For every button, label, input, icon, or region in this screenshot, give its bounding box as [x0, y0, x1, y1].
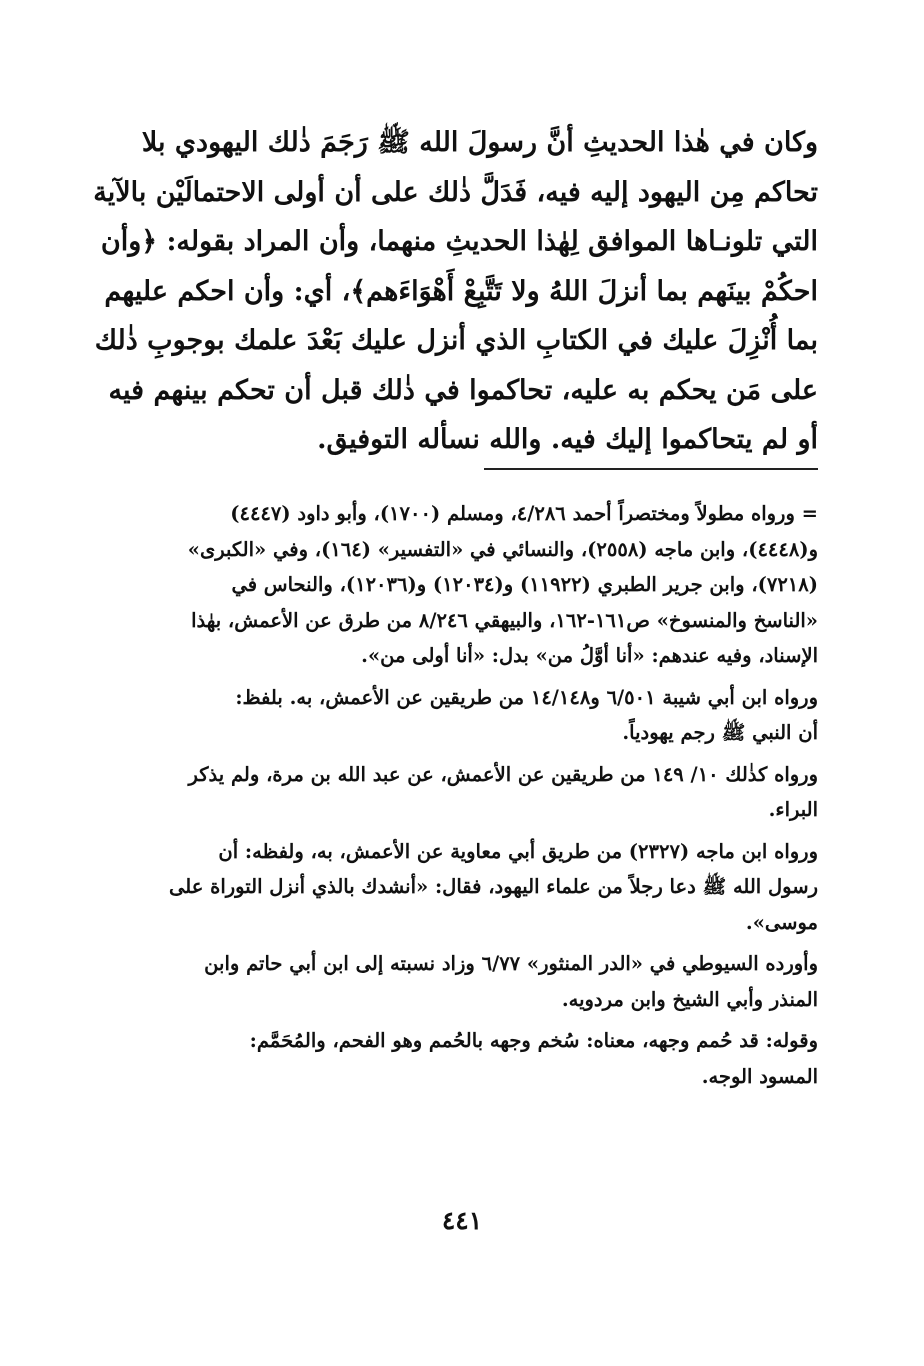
footnotes-block — [128, 496, 818, 1094]
footnote-line: وقوله: قد حُمم وجهه، معناه: سُخم وجهه بالحُمم وهو الفحم، والمُحَمَّم: — [249, 1029, 818, 1052]
footnote-separator — [484, 468, 818, 470]
main-text-line: بما أُنْزِلَ عليك في الكتابِ الذي أنزل عليك بَعْدَ علمك بوجوبِ ذٰلك — [94, 325, 818, 356]
footnote-line: وأورده السيوطي في «الدر المنثور» ٦/٧٧ وزاد نسبته إلى ابن أبي حاتم وابن — [204, 952, 818, 975]
footnote-paragraph — [128, 496, 818, 674]
footnote-line: ورواه كذٰلك ١٠/ ١٤٩ من طريقين عن الأعمش، عن عبد الله بن مرة، ولم يذكر — [188, 762, 818, 786]
main-text-line: تحاكم مِن اليهود إليه فيه، فَدَلَّ ذٰلك على أن أولى الاحتمالَيْن بالآية — [93, 176, 818, 208]
footnote-line: ورواه ابن ماجه (٢٣٢٧) من طريق أبي معاوية عن الأعمش، به، ولفظه: أن — [218, 839, 818, 863]
footnote-paragraph — [128, 946, 818, 1017]
main-text-line: على مَن يحكم به عليه، تحاكموا في ذٰلك قبل أن تحكم بينهم فيه — [108, 374, 818, 406]
footnote-line: البراء. — [768, 798, 818, 821]
page-number: ٤٤١ — [441, 1206, 483, 1235]
footnote-line: = ورواه مطولاً ومختصراً أحمد ٤/٢٨٦، ومسلم (١٧٠٠)، وأبو داود (٤٤٤٧) — [230, 502, 818, 525]
main-text-line: وكان في هٰذا الحديثِ أنَّ رسولَ الله ﷺ رَجَمَ ذٰلك اليهودي بلا — [141, 127, 818, 158]
footnote-line: المسود الوجه. — [701, 1064, 818, 1088]
footnote-line: موسى». — [745, 910, 818, 934]
footnote-paragraph — [128, 757, 818, 828]
main-text-line: احكُمْ بينَهم بما أنزلَ اللهُ ولا تَتَّبِعْ أَهْوَاءَهم﴾، أي: وأن احكم عليهم — [104, 275, 818, 307]
footnote-paragraph — [128, 680, 818, 751]
footnote-line: و(٤٤٤٨)، وابن ماجه (٢٥٥٨)، والنسائي في «التفسير» (١٦٤)، وفي «الكبرى» — [187, 537, 818, 561]
footnote-line: رسول الله ﷺ دعا رجلاً من علماء اليهود، فقال: «أنشدك بالذي أنزل التوراة على — [168, 875, 818, 898]
footnote-line: الإسناد، وفيه عندهم: «أنا أوَّلُ من» بدل: «أنا أولى من». — [361, 644, 818, 667]
footnote-line: (٧٢١٨)، وابن جرير الطبري (١١٩٢٢) و(١٢٠٣٤) و(١٢٠٣٦)، والنحاس في — [231, 573, 818, 596]
main-text-line: أو لم يتحاكموا إليك فيه. والله نسأله التوفيق. — [317, 424, 818, 455]
footnote-line: أن النبي ﷺ رجم يهودياً. — [622, 721, 818, 744]
footnote-line: «الناسخ والمنسوخ» ص١٦١-١٦٢، والبيهقي ٨/٢٤٦ من طرق عن الأعمش، بهٰذا — [191, 608, 818, 632]
footnote-line: ورواه ابن أبي شيبة ٦/٥٠١ و١٤/١٤٨ من طريقين عن الأعمش، به. بلفظ: — [235, 685, 818, 709]
main-text-block — [93, 118, 818, 465]
main-text-line: التي تلونـاها الموافق لِهٰذا الحديثِ منهما، وأن المراد بقوله: ﴿وأن — [100, 226, 818, 257]
footnote-line: المنذر وأبي الشيخ وابن مردويه. — [561, 987, 818, 1011]
footnote-paragraph — [128, 834, 818, 941]
footnote-paragraph — [128, 1023, 818, 1094]
